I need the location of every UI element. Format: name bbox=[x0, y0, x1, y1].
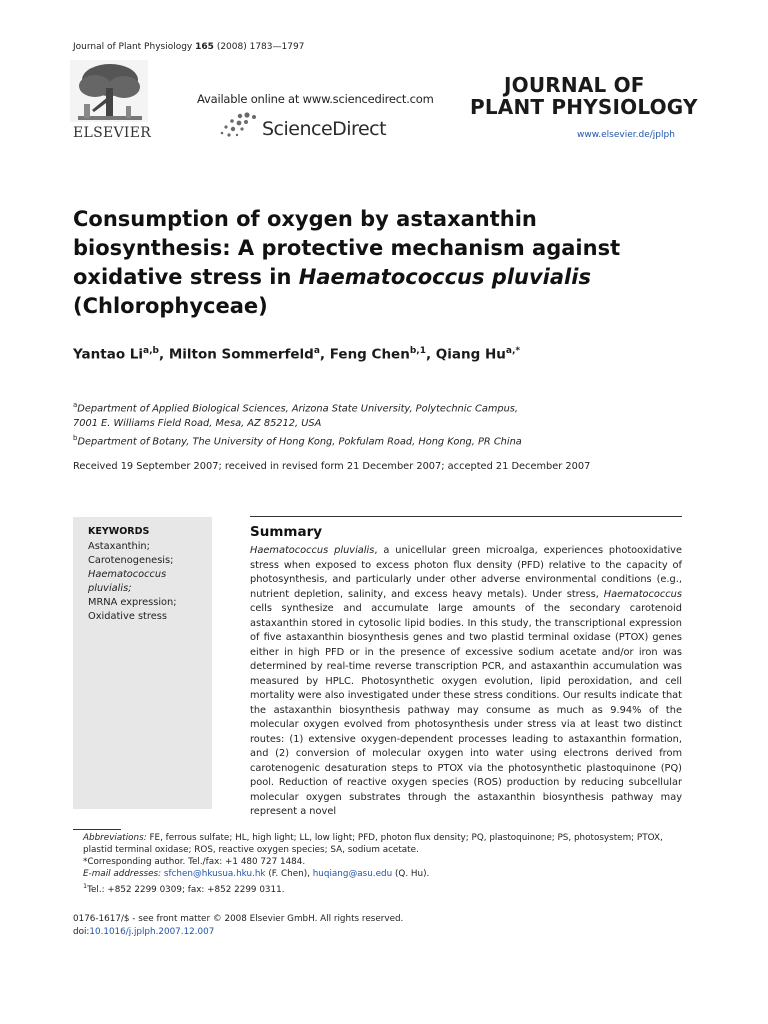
author-name: Yantao Li bbox=[73, 346, 144, 363]
author-name: Milton Sommerfeld bbox=[168, 346, 314, 363]
email-note: E-mail addresses: sfchen@hkusua.hku.hk (F. Chen), huqiang@asu.edu (Q. Hu). bbox=[83, 869, 430, 879]
author-list: Yantao Li$^{a,b}$, Milton Sommerfeld$^a$, Feng Chen$^{b,1}$, Qiang $Hu^{a,*}$ bbox=[73, 346, 521, 363]
journal-title-line2: PLANT PHYSIOLOGY bbox=[470, 95, 698, 119]
doi-line: doi:10.1016/j.jplph.2007.12.007 bbox=[73, 927, 215, 937]
affiliation-a: $^a$Department of Applied Biological Sciences, Arizona State University, Polytechnic Campus, bbox=[73, 401, 519, 415]
publisher-name: ELSEVIER bbox=[73, 125, 152, 141]
keywords-list bbox=[88, 540, 177, 624]
author-name: Qiang Hu bbox=[435, 346, 506, 363]
keyword-item: MRNA expression; bbox=[88, 597, 177, 608]
journal-title-line1: JOURNAL OF bbox=[504, 73, 645, 97]
summary-text: Haematococcus pluvialis, a unicellular green microalga, experiences photooxidative stress when exposed to excess photon flux density (PFD) relative to the capacity of photosynthesis, and particularly under other adverse environmental conditions (e.g., nutrient depletion, salinity, and excess heavy metals). Under stress, Haematococcus cells synthesize and accumulate large amounts of the secondary carotenoid astaxanthin stored in cytosolic lipid bodies. In this study, the transcriptional expression of five astaxanthin biosynthesis genes and two plastid terminal oxidase (PTOX) genes either in high PFD or in the presence of excessive sodium acetate and/or iron was determined by real-time reverse transcription PCR, and astaxanthin accumulation was measured by HPLC. Photosynthetic oxygen evolution, lipid peroxidation, and cell mortality were also investigated under these stress conditions. Our results indicate that the astaxanthin biosynthesis pathway may consume as much as 9.94% of the molecular oxygen evolved from photosynthesis under stress via at least two distinct routes: (1) extensive oxygen-dependent processes leading to astaxanthin formation, and (2) conversion of molecular oxygen into water using electrons derived from carotenogenic desaturation steps to PTOX via the photosynthetic plastoquinone (PQ) pool. Reduction of reactive oxygen species (ROS) production by reducing subcellular molecular oxygen substrates through the astaxanthin biosynthesis pathway may represent a novel bbox=[250, 545, 682, 817]
affiliation-a-address: 7001 E. Williams Field Road, Mesa, AZ 85212, USA bbox=[73, 417, 322, 429]
journal-citation: Journal of Plant Physiology 165 (2008) 1783—1797 bbox=[73, 42, 305, 52]
available-online-text: Available online at www.sciencedirect.com bbox=[197, 92, 434, 106]
email-link[interactable]: huqiang@asu.edu bbox=[312, 869, 393, 879]
keyword-item: Haematococcus bbox=[88, 569, 167, 580]
footnote-divider bbox=[73, 829, 121, 830]
copyright-line: 0176-1617/$ - see front matter © 2008 Elsevier GmbH. All rights reserved. bbox=[73, 914, 404, 924]
author-name: Feng Chen bbox=[329, 346, 410, 363]
keyword-item: Carotenogenesis; bbox=[88, 555, 174, 566]
summary-divider bbox=[250, 516, 682, 517]
email-link[interactable]: sfchen@hkusua.hku.hk bbox=[163, 869, 266, 879]
received-dates: Received 19 September 2007; received in revised form 21 December 2007; accepted 21 December 2007 bbox=[73, 461, 591, 472]
keyword-item: Oxidative stress bbox=[88, 611, 167, 622]
sciencedirect-wordmark: ScienceDirect bbox=[262, 118, 387, 140]
keyword-item: Astaxanthin; bbox=[88, 541, 150, 552]
affiliations bbox=[73, 398, 522, 450]
article-title: Consumption of oxygen by astaxanthin biosynthesis: A protective mechanism against oxidative stress in Haematococcus pluvialis (Chlorophyceae) bbox=[73, 207, 621, 318]
abbreviations-note: Abbreviations: FE, ferrous sulfate; HL, high light; LL, low light; PFD, photon flux density; PQ, plastoquinone; PS, photosystem; PTOX, plastid terminal oxidase; ROS, reactive oxygen species; SA, sodium acetate. bbox=[83, 833, 663, 855]
corresponding-author-note: *Corresponding author. Tel./fax: +1 480 727 1484. bbox=[83, 857, 306, 867]
keywords-heading: KEYWORDS bbox=[88, 526, 150, 537]
summary-heading: Summary bbox=[250, 524, 323, 540]
doi-link[interactable]: 10.1016/j.jplph.2007.12.007 bbox=[89, 927, 215, 937]
telephone-note: $^1$Tel.: +852 2299 0309; fax: +852 2299 0311. bbox=[83, 882, 285, 895]
sciencedirect-dots-icon bbox=[218, 112, 260, 138]
affiliation-b: $^b$Department of Botany, The University of Hong Kong, Pokfulam Road, Hong Kong, PR China bbox=[73, 434, 522, 448]
copyright-block bbox=[73, 913, 403, 939]
keyword-item: pluvialis; bbox=[88, 583, 132, 594]
footnotes bbox=[73, 832, 685, 896]
journal-url-link[interactable]: www.elsevier.de/jplph bbox=[577, 130, 675, 140]
